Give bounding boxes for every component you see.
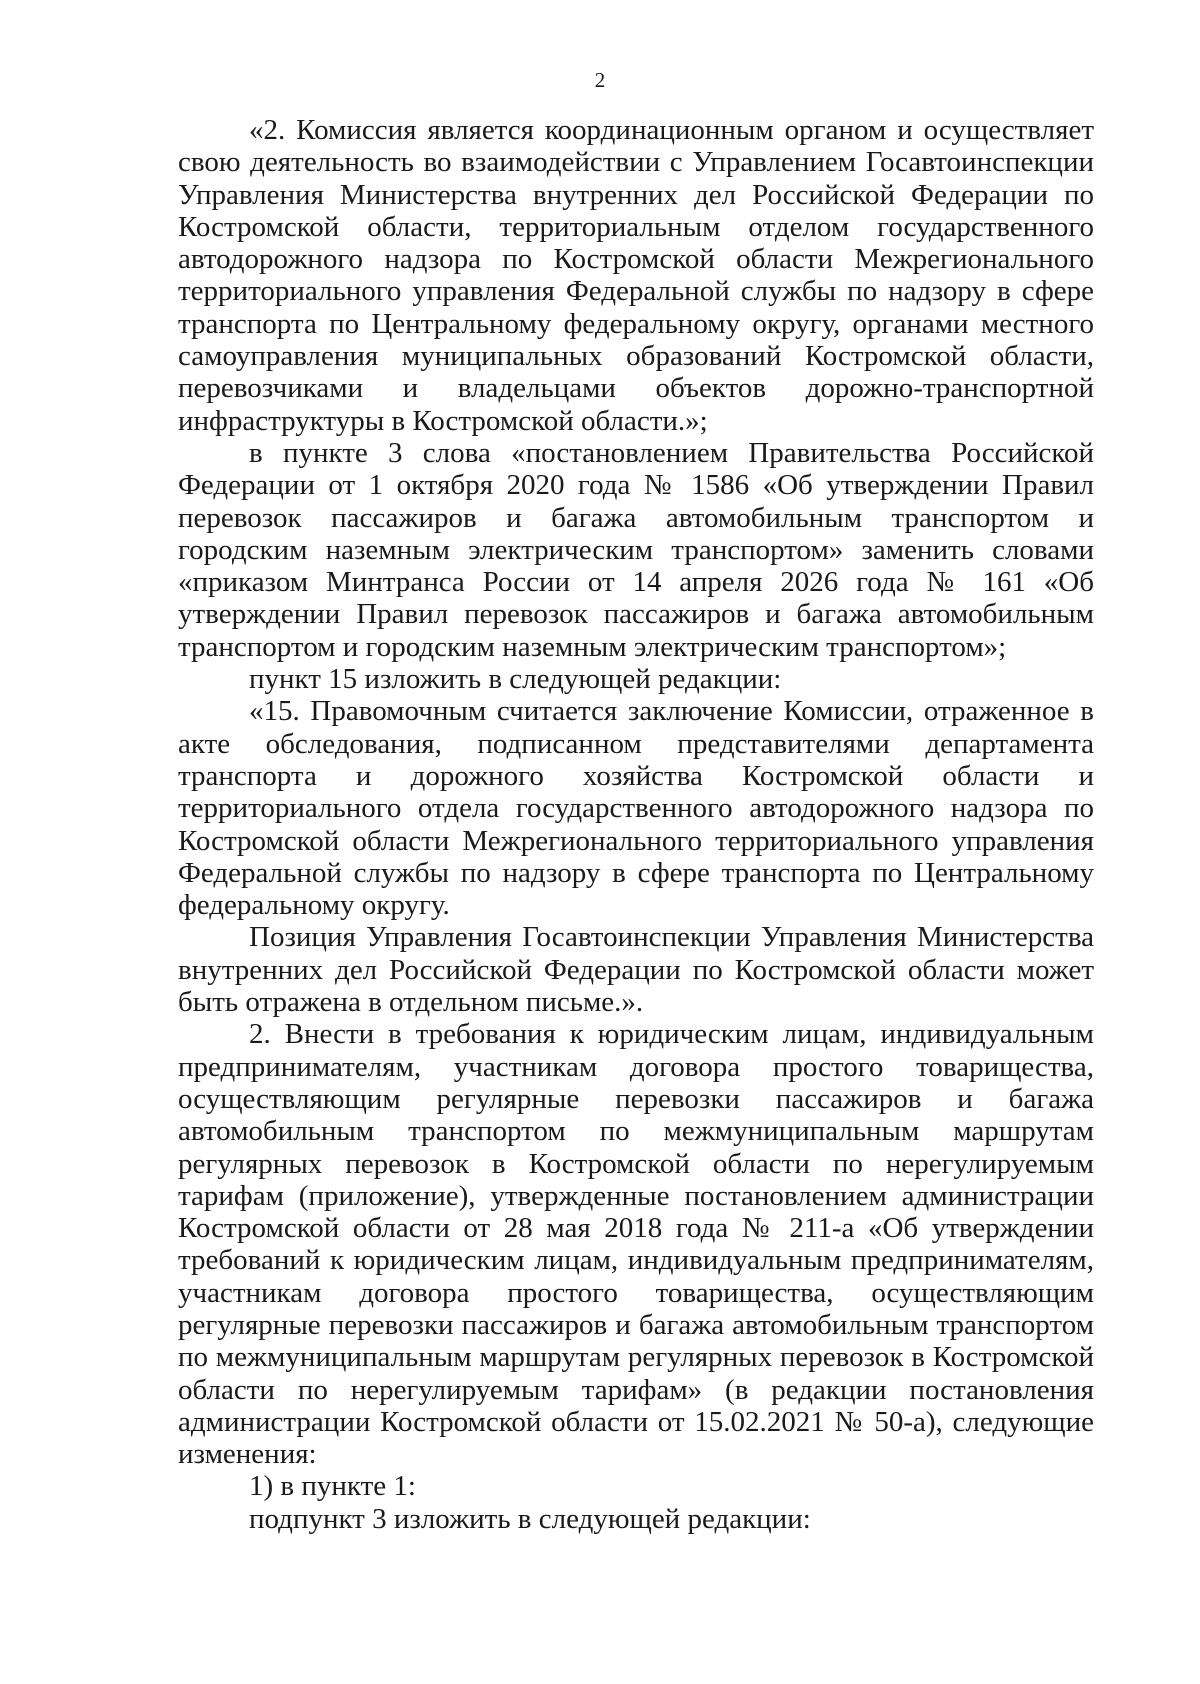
document-body — [178, 114, 1094, 1535]
page-number: 2 — [594, 68, 606, 92]
paragraph-item-2-requirements: 2. Внести в требования к юридическим лицам, индивидуальным предпринимателям, участникам договора простого товарищества, осуществляющим регулярные перевозки пассажиров и багажа автомобильным транспортом по межмуниципальным маршрутам регулярных перевозок в Костромской области по нерегулируемым тарифам (приложение), утвержденные постановлением администрации Костромской области от 28 мая 2018 года № 211-а «Об утверждении требований к юридическим лицам, индивидуальным предпринимателям, участникам договора простого товарищества, осуществляющим регулярные перевозки пассажиров и багажа автомобильным транспортом по межмуниципальным маршрутам регулярных перевозок в Костромской области по нерегулируемым тарифам» (в редакции постановления администрации Костромской области от 15.02.2021 № 50-а), следующие изменения: — [178, 1018, 1094, 1471]
paragraph-point-15-intro: пункт 15 изложить в следующей редакции: — [249, 663, 782, 696]
paragraph-point-1-intro: 1) в пункте 1: — [249, 1470, 416, 1503]
paragraph-point-3-amendment: в пункте 3 слова «постановлением Правительства Российской Федерации от 1 октября 2020 года № 1586 «Об утверждении Правил перевозок пассажиров и багажа автомобильным транспортом и городским наземным электрическим транспортом» заменить словами «приказом Минтранса России от 14 апреля 2026 года № 161 «Об утверждении Правил перевозок пассажиров и багажа автомобильным транспортом и городским наземным электрическим транспортом»; — [178, 436, 1094, 663]
paragraph-gai-position: Позиция Управления Госавтоинспекции Управления Министерства внутренних дел Российской Федерации по Костромской области может быть отражена в отдельном письме.». — [178, 921, 1094, 1019]
paragraph-point-15-text: «15. Правомочным считается заключение Комиссии, отраженное в акте обследования, подписанном представителями департамента транспорта и дорожного хозяйства Костромской области и территориального отдела государственного автодорожного надзора по Костромской области Межрегионального территориального управления Федеральной службы по надзору в сфере транспорта по Центральному федеральному округу. — [178, 695, 1094, 922]
paragraph-subpoint-3-intro: подпункт 3 изложить в следующей редакции: — [249, 1502, 811, 1535]
paragraph-commission-role: «2. Комиссия является координационным органом и осуществляет свою деятельность во взаимодействии с Управлением Госавтоинспекции Управления Министерства внутренних дел Российской Федерации по Костромской области, территориальным отделом государственного автодорожного надзора по Костромской области Межрегионального территориального управления Федеральной службы по надзору в сфере транспорта по Центральному федеральному округу, органами местного самоуправления муниципальных образований Костромской области, перевозчиками и владельцами объектов дорожно-транспортной инфраструктуры в Костромской области.»; — [178, 114, 1094, 437]
